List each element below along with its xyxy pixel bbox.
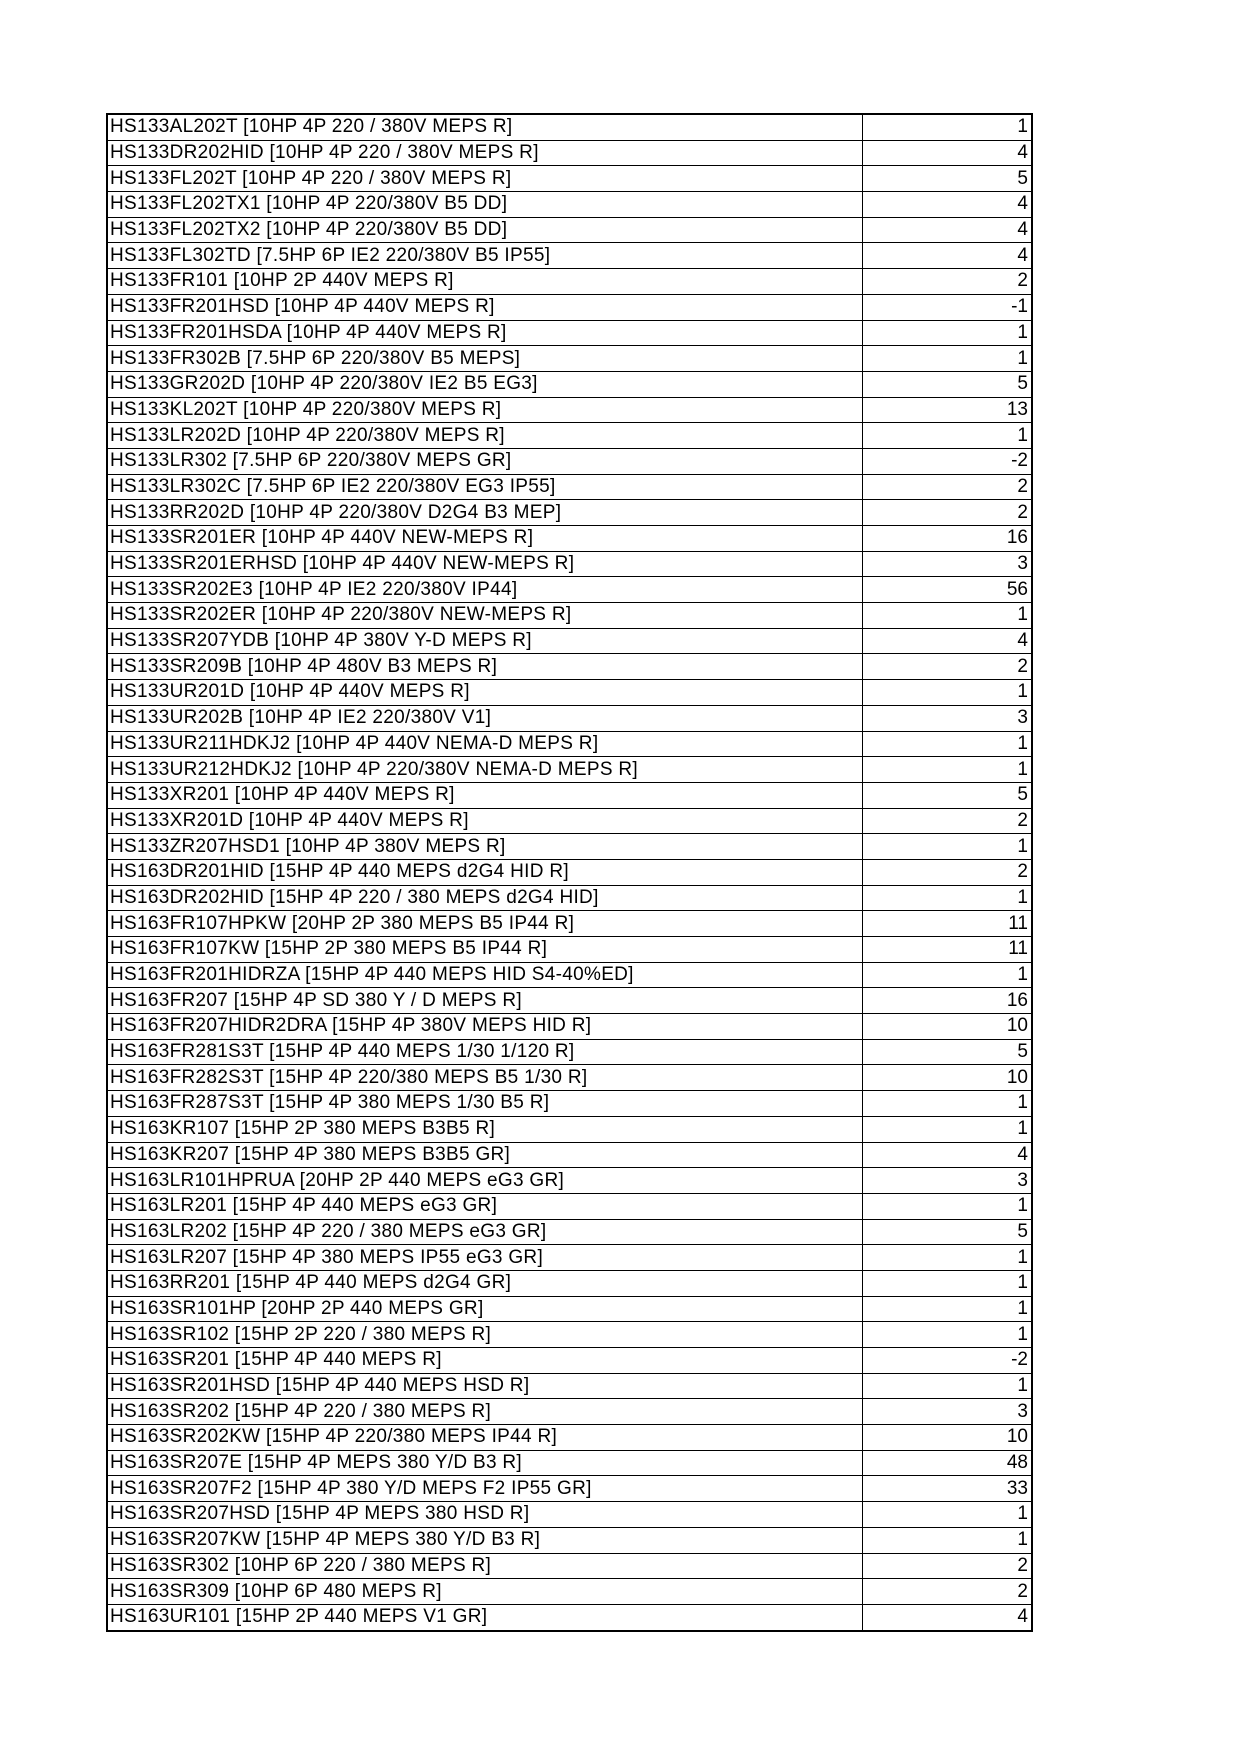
table-row <box>107 1168 1032 1194</box>
item-quantity-cell: 2 <box>863 654 1033 680</box>
item-quantity-cell: 4 <box>863 628 1033 654</box>
item-description-cell: HS163SR309 [10HP 6P 480 MEPS R] <box>107 1579 863 1605</box>
item-quantity-cell: 3 <box>863 1399 1033 1425</box>
table-row <box>107 1425 1032 1451</box>
item-quantity-cell: 1 <box>863 834 1033 860</box>
item-quantity-cell: 10 <box>863 1425 1033 1451</box>
item-quantity-cell: 2 <box>863 1553 1033 1579</box>
item-description-cell: HS163SR202KW [15HP 4P 220/380 MEPS IP44 R] <box>107 1425 863 1451</box>
item-description-cell: HS133FL202T [10HP 4P 220 / 380V MEPS R] <box>107 166 863 192</box>
table-row <box>107 962 1032 988</box>
item-description-cell: HS163KR207 [15HP 4P 380 MEPS B3B5 GR] <box>107 1142 863 1168</box>
item-quantity-cell: 1 <box>863 680 1033 706</box>
table-row <box>107 371 1032 397</box>
item-description-cell: HS163LR101HPRUA [20HP 2P 440 MEPS eG3 GR] <box>107 1168 863 1194</box>
item-description-cell: HS163DR201HID [15HP 4P 440 MEPS d2G4 HID R] <box>107 859 863 885</box>
table-row <box>107 474 1032 500</box>
table-row <box>107 192 1032 218</box>
table-row <box>107 1322 1032 1348</box>
item-quantity-cell: 5 <box>863 371 1033 397</box>
table-row <box>107 654 1032 680</box>
table-row <box>107 757 1032 783</box>
table-row <box>107 782 1032 808</box>
item-description-cell: HS133LR302 [7.5HP 6P 220/380V MEPS GR] <box>107 448 863 474</box>
item-quantity-cell: 2 <box>863 269 1033 295</box>
item-description-cell: HS133SR201ERHSD [10HP 4P 440V NEW-MEPS R] <box>107 551 863 577</box>
item-quantity-cell: 5 <box>863 782 1033 808</box>
item-description-cell: HS133LR202D [10HP 4P 220/380V MEPS R] <box>107 423 863 449</box>
item-description-cell: HS133DR202HID [10HP 4P 220 / 380V MEPS R] <box>107 140 863 166</box>
item-quantity-cell: 2 <box>863 859 1033 885</box>
table-row <box>107 834 1032 860</box>
item-quantity-cell: 3 <box>863 551 1033 577</box>
inventory-table-body <box>107 114 1032 1631</box>
table-row <box>107 1553 1032 1579</box>
item-description-cell: HS133KL202T [10HP 4P 220/380V MEPS R] <box>107 397 863 423</box>
item-description-cell: HS133FR101 [10HP 2P 440V MEPS R] <box>107 269 863 295</box>
item-description-cell: HS163LR207 [15HP 4P 380 MEPS IP55 eG3 GR] <box>107 1245 863 1271</box>
item-description-cell: HS163SR302 [10HP 6P 220 / 380 MEPS R] <box>107 1553 863 1579</box>
table-row <box>107 1065 1032 1091</box>
item-quantity-cell: 5 <box>863 1219 1033 1245</box>
table-row <box>107 526 1032 552</box>
table-row <box>107 859 1032 885</box>
table-row <box>107 1039 1032 1065</box>
item-quantity-cell: -1 <box>863 294 1033 320</box>
table-row <box>107 1604 1032 1630</box>
item-description-cell: HS163LR202 [15HP 4P 220 / 380 MEPS eG3 GR] <box>107 1219 863 1245</box>
table-row <box>107 1296 1032 1322</box>
item-description-cell: HS163UR101 [15HP 2P 440 MEPS V1 GR] <box>107 1604 863 1630</box>
item-description-cell: HS133FR302B [7.5HP 6P 220/380V B5 MEPS] <box>107 346 863 372</box>
item-description-cell: HS133XR201 [10HP 4P 440V MEPS R] <box>107 782 863 808</box>
item-description-cell: HS163FR201HIDRZA [15HP 4P 440 MEPS HID S4-40%ED] <box>107 962 863 988</box>
item-description-cell: HS163FR281S3T [15HP 4P 440 MEPS 1/30 1/120 R] <box>107 1039 863 1065</box>
item-quantity-cell: 4 <box>863 1142 1033 1168</box>
table-row <box>107 1348 1032 1374</box>
table-row <box>107 1270 1032 1296</box>
item-description-cell: HS133FL202TX1 [10HP 4P 220/380V B5 DD] <box>107 192 863 218</box>
item-quantity-cell: 1 <box>863 1091 1033 1117</box>
table-row <box>107 1579 1032 1605</box>
item-quantity-cell: 16 <box>863 526 1033 552</box>
table-row <box>107 397 1032 423</box>
item-quantity-cell: 1 <box>863 603 1033 629</box>
table-row <box>107 423 1032 449</box>
item-description-cell: HS163KR107 [15HP 2P 380 MEPS B3B5 R] <box>107 1116 863 1142</box>
table-row <box>107 1476 1032 1502</box>
item-quantity-cell: 1 <box>863 423 1033 449</box>
table-row <box>107 680 1032 706</box>
item-quantity-cell: 1 <box>863 1296 1033 1322</box>
item-description-cell: HS133LR302C [7.5HP 6P IE2 220/380V EG3 IP55] <box>107 474 863 500</box>
table-row <box>107 1245 1032 1271</box>
item-description-cell: HS133FR201HSDA [10HP 4P 440V MEPS R] <box>107 320 863 346</box>
table-row <box>107 705 1032 731</box>
item-description-cell: HS133UR201D [10HP 4P 440V MEPS R] <box>107 680 863 706</box>
table-row <box>107 294 1032 320</box>
item-description-cell: HS133FL302TD [7.5HP 6P IE2 220/380V B5 IP55] <box>107 243 863 269</box>
item-description-cell: HS133XR201D [10HP 4P 440V MEPS R] <box>107 808 863 834</box>
item-quantity-cell: 2 <box>863 1579 1033 1605</box>
table-row <box>107 140 1032 166</box>
item-quantity-cell: 1 <box>863 114 1033 140</box>
item-description-cell: HS163SR101HP [20HP 2P 440 MEPS GR] <box>107 1296 863 1322</box>
item-quantity-cell: 1 <box>863 757 1033 783</box>
table-row <box>107 1142 1032 1168</box>
item-description-cell: HS163SR201HSD [15HP 4P 440 MEPS HSD R] <box>107 1373 863 1399</box>
table-row <box>107 1373 1032 1399</box>
table-row <box>107 1014 1032 1040</box>
item-description-cell: HS133FL202TX2 [10HP 4P 220/380V B5 DD] <box>107 217 863 243</box>
item-quantity-cell: 10 <box>863 1065 1033 1091</box>
item-quantity-cell: 4 <box>863 217 1033 243</box>
table-row <box>107 1219 1032 1245</box>
item-description-cell: HS163DR202HID [15HP 4P 220 / 380 MEPS d2G4 HID] <box>107 885 863 911</box>
table-row <box>107 166 1032 192</box>
item-quantity-cell: 2 <box>863 500 1033 526</box>
item-description-cell: HS133UR212HDKJ2 [10HP 4P 220/380V NEMA-D MEPS R] <box>107 757 863 783</box>
item-quantity-cell: 1 <box>863 1502 1033 1528</box>
item-description-cell: HS133GR202D [10HP 4P 220/380V IE2 B5 EG3] <box>107 371 863 397</box>
item-quantity-cell: 16 <box>863 988 1033 1014</box>
item-description-cell: HS133FR201HSD [10HP 4P 440V MEPS R] <box>107 294 863 320</box>
item-quantity-cell: 3 <box>863 705 1033 731</box>
table-row <box>107 1091 1032 1117</box>
table-row <box>107 937 1032 963</box>
item-description-cell: HS163SR207KW [15HP 4P MEPS 380 Y/D B3 R] <box>107 1527 863 1553</box>
item-description-cell: HS133UR211HDKJ2 [10HP 4P 440V NEMA-D MEPS R] <box>107 731 863 757</box>
table-row <box>107 243 1032 269</box>
item-description-cell: HS163SR202 [15HP 4P 220 / 380 MEPS R] <box>107 1399 863 1425</box>
table-row <box>107 1399 1032 1425</box>
item-quantity-cell: 5 <box>863 166 1033 192</box>
item-description-cell: HS163FR287S3T [15HP 4P 380 MEPS 1/30 B5 R] <box>107 1091 863 1117</box>
table-row <box>107 1450 1032 1476</box>
item-description-cell: HS163FR207 [15HP 4P SD 380 Y / D MEPS R] <box>107 988 863 1014</box>
item-quantity-cell: 4 <box>863 1604 1033 1630</box>
item-quantity-cell: 1 <box>863 1322 1033 1348</box>
table-row <box>107 885 1032 911</box>
item-quantity-cell: 33 <box>863 1476 1033 1502</box>
item-quantity-cell: 1 <box>863 1245 1033 1271</box>
item-quantity-cell: 2 <box>863 474 1033 500</box>
item-description-cell: HS163FR107HPKW [20HP 2P 380 MEPS B5 IP44 R] <box>107 911 863 937</box>
table-row <box>107 1502 1032 1528</box>
item-quantity-cell: 56 <box>863 577 1033 603</box>
item-quantity-cell: 1 <box>863 346 1033 372</box>
table-row <box>107 808 1032 834</box>
item-quantity-cell: 4 <box>863 243 1033 269</box>
item-description-cell: HS133AL202T [10HP 4P 220 / 380V MEPS R] <box>107 114 863 140</box>
item-description-cell: HS133SR202E3 [10HP 4P IE2 220/380V IP44] <box>107 577 863 603</box>
item-quantity-cell: 13 <box>863 397 1033 423</box>
item-quantity-cell: 1 <box>863 1116 1033 1142</box>
table-row <box>107 577 1032 603</box>
item-quantity-cell: 5 <box>863 1039 1033 1065</box>
table-row <box>107 628 1032 654</box>
table-row <box>107 320 1032 346</box>
item-quantity-cell: -2 <box>863 1348 1033 1374</box>
item-description-cell: HS163RR201 [15HP 4P 440 MEPS d2G4 GR] <box>107 1270 863 1296</box>
item-quantity-cell: 1 <box>863 1373 1033 1399</box>
item-quantity-cell: 11 <box>863 937 1033 963</box>
item-quantity-cell: 1 <box>863 731 1033 757</box>
item-quantity-cell: 1 <box>863 1193 1033 1219</box>
item-quantity-cell: 11 <box>863 911 1033 937</box>
item-quantity-cell: 1 <box>863 320 1033 346</box>
item-quantity-cell: 48 <box>863 1450 1033 1476</box>
item-description-cell: HS133SR201ER [10HP 4P 440V NEW-MEPS R] <box>107 526 863 552</box>
table-row <box>107 988 1032 1014</box>
item-quantity-cell: 1 <box>863 885 1033 911</box>
table-row <box>107 1527 1032 1553</box>
item-quantity-cell: 1 <box>863 962 1033 988</box>
item-description-cell: HS163FR282S3T [15HP 4P 220/380 MEPS B5 1/30 R] <box>107 1065 863 1091</box>
item-description-cell: HS163SR207E [15HP 4P MEPS 380 Y/D B3 R] <box>107 1450 863 1476</box>
table-row <box>107 114 1032 140</box>
table-row <box>107 603 1032 629</box>
item-description-cell: HS133SR207YDB [10HP 4P 380V Y-D MEPS R] <box>107 628 863 654</box>
item-quantity-cell: 4 <box>863 140 1033 166</box>
item-description-cell: HS133ZR207HSD1 [10HP 4P 380V MEPS R] <box>107 834 863 860</box>
item-quantity-cell: 4 <box>863 192 1033 218</box>
item-quantity-cell: 3 <box>863 1168 1033 1194</box>
item-quantity-cell: 2 <box>863 808 1033 834</box>
item-description-cell: HS163SR207HSD [15HP 4P MEPS 380 HSD R] <box>107 1502 863 1528</box>
table-row <box>107 1116 1032 1142</box>
item-description-cell: HS163FR207HIDR2DRA [15HP 4P 380V MEPS HID R] <box>107 1014 863 1040</box>
item-quantity-cell: -2 <box>863 448 1033 474</box>
table-row <box>107 448 1032 474</box>
item-description-cell: HS163SR207F2 [15HP 4P 380 Y/D MEPS F2 IP55 GR] <box>107 1476 863 1502</box>
item-description-cell: HS163SR201 [15HP 4P 440 MEPS R] <box>107 1348 863 1374</box>
table-row <box>107 911 1032 937</box>
item-description-cell: HS163LR201 [15HP 4P 440 MEPS eG3 GR] <box>107 1193 863 1219</box>
item-description-cell: HS133UR202B [10HP 4P IE2 220/380V V1] <box>107 705 863 731</box>
item-description-cell: HS133SR209B [10HP 4P 480V B3 MEPS R] <box>107 654 863 680</box>
table-row <box>107 346 1032 372</box>
table-row <box>107 731 1032 757</box>
item-quantity-cell: 10 <box>863 1014 1033 1040</box>
table-row <box>107 500 1032 526</box>
item-quantity-cell: 1 <box>863 1270 1033 1296</box>
table-row <box>107 551 1032 577</box>
table-row <box>107 217 1032 243</box>
item-quantity-cell: 1 <box>863 1527 1033 1553</box>
item-description-cell: HS133SR202ER [10HP 4P 220/380V NEW-MEPS R] <box>107 603 863 629</box>
table-row <box>107 269 1032 295</box>
item-description-cell: HS163FR107KW [15HP 2P 380 MEPS B5 IP44 R] <box>107 937 863 963</box>
item-description-cell: HS163SR102 [15HP 2P 220 / 380 MEPS R] <box>107 1322 863 1348</box>
table-row <box>107 1193 1032 1219</box>
item-description-cell: HS133RR202D [10HP 4P 220/380V D2G4 B3 MEP] <box>107 500 863 526</box>
inventory-table <box>106 113 1033 1632</box>
